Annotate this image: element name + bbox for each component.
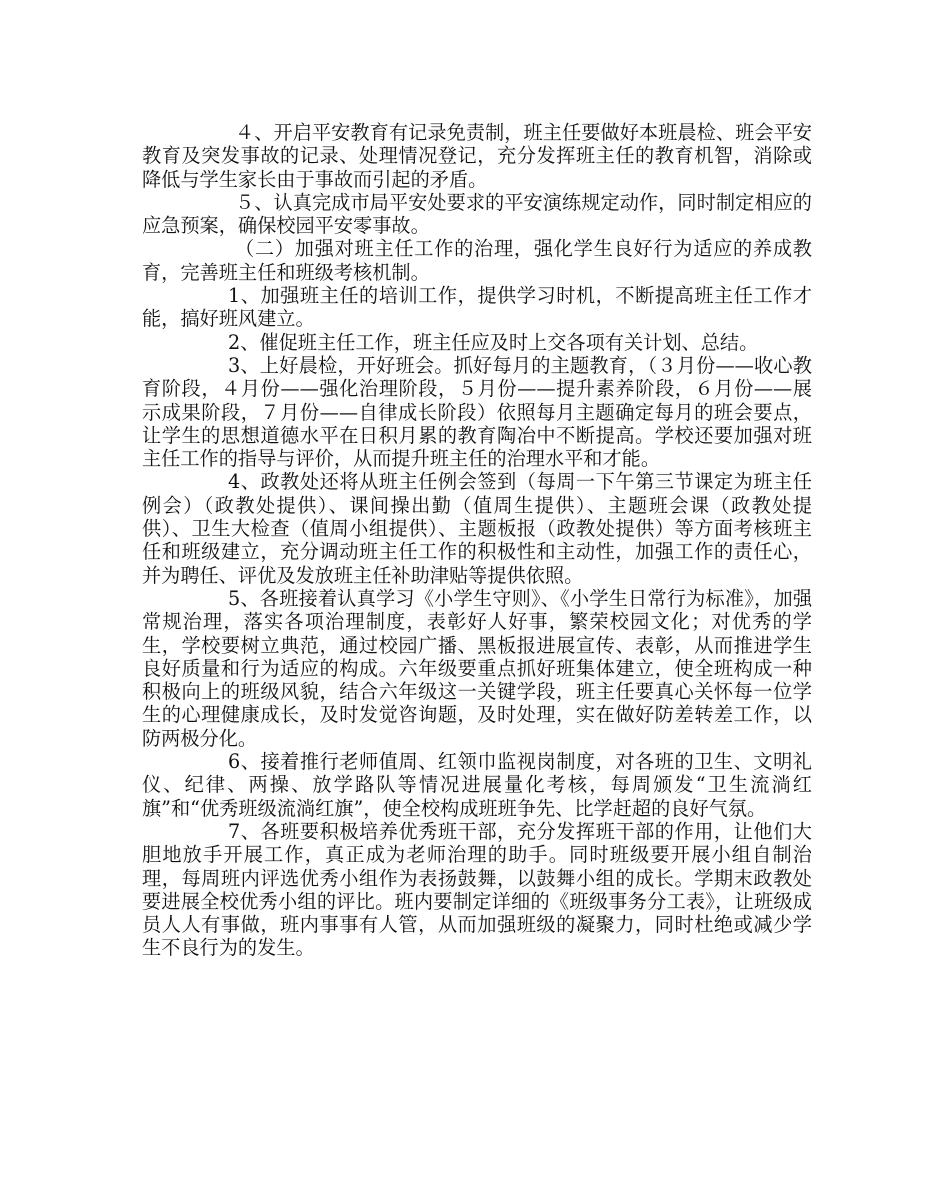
paragraph-training: 1、加强班主任的培训工作，提供学习时机，不断提高班主任工作才能，搞好班风建立。 <box>142 284 812 331</box>
paragraph-class-cadres: 7、各班要积极培养优秀班干部，充分发挥班干部的作用，让他们大胆地放手开展工作，真正成为老师治理的助手。同时班级要开展小组自制治理，每周班内评选优秀小组作为表扬鼓舞，以鼓舞小组的成长。学期末政教处要进展全校优秀小组的评比。班内要制定详细的《班级事务分工表》，让班级成员人人有事做，班内事事有人管，从而加强班级的凝聚力，同时杜绝或减少学生不良行为的发生。 <box>142 819 812 960</box>
section-heading-2: （二）加强对班主任工作的治理，强化学生良好行为适应的养成教育，完善班主任和班级考核机制。 <box>142 237 812 284</box>
document-body <box>142 121 812 960</box>
paragraph-monthly-theme: 3、上好晨检，开好班会。抓好每月的主题教育，（３月份——收心教育阶段，４月份——强化治理阶段，５月份——提升素养阶段，６月份——展示成果阶段，７月份——自律成长阶段）依照每月主题确定每月的班会要点，让学生的思想道德水平在日积月累的教育陶冶中不断提高。学校还要加强对班主任工作的指导与评价，从而提升班主任的治理水平和才能。 <box>142 353 812 471</box>
paragraph-rules-study: 5、各班接着认真学习《小学生守则》、《小学生日常行为标准》，加强常规治理，落实各项治理制度，表彰好人好事，繁荣校园文化；对优秀的学生，学校要树立典范，通过校园广播、黑板报进展宣传、表彰，从而推进学生良好质量和行为适应的构成。六年级要重点抓好班集体建立，使全班构成一种积极向上的班级风貌，结合六年级这一关键学段，班主任要真心关怀每一位学生的心理健康成长，及时发觉咨询题，及时处理，实在做好防差转差工作，以防两极分化。 <box>142 586 812 750</box>
paragraph-safety-drill: ５、认真完成市局平安处要求的平安演练规定动作，同时制定相应的应急预案，确保校园平安零事故。 <box>142 190 812 238</box>
paragraph-supervision: 2、催促班主任工作，班主任应及时上交各项有关计划、总结。 <box>228 330 759 354</box>
paragraph-duty-system: 6、接着推行老师值周、红领巾监视岗制度，对各班的卫生、文明礼仪、纪律、两操、放学路队等情况进展量化考核，每周颁发“卫生流淌红旗”和“优秀班级流淌红旗”，使全校构成班班争先、比学赶超的良好气氛。 <box>142 750 812 820</box>
paragraph-assessment: 4、政教处还将从班主任例会签到（每周一下午第三节课定为班主任例会）（政教处提供）、课间操出勤（值周生提供）、主题班会课（政教处提供）、卫生大检查（值周小组提供）、主题板报（政教处提供）等方面考核班主任和班级建立，充分调动班主任工作的积极性和主动性，加强工作的责任心，并为聘任、评优及发放班主任补助津贴等提供依照。 <box>142 470 812 587</box>
paragraph-safety-record: ４、开启平安教育有记录免责制，班主任要做好本班晨检、班会平安教育及突发事故的记录、处理情况登记，充分发挥班主任的教育机智，消除或降低与学生家长由于事故而引起的矛盾。 <box>142 121 812 191</box>
